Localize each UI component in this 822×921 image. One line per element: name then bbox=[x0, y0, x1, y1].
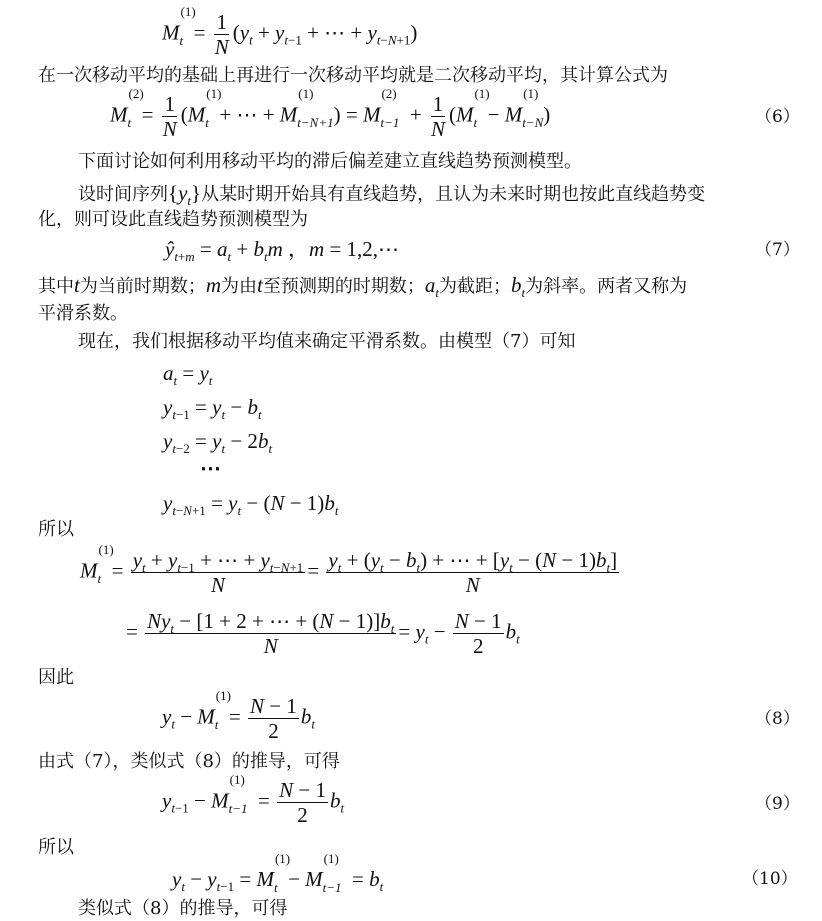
paragraph-line: 所以 bbox=[38, 837, 74, 858]
formula-y-t-n1: $y_{t-N+1} = y_t - (N - 1)b_t$ bbox=[163, 491, 339, 519]
fraction: $\frac{N - 1}{2}$ bbox=[250, 694, 297, 743]
formula-10: $y_t - y_{t-1} = M$ (1) t − M (1) $t-1 = b_t$ bbox=[172, 851, 384, 895]
paragraph-line: 在一次移动平均的基础上再进行一次移动平均就是二次移动平均，其计算公式为 bbox=[38, 65, 668, 86]
paragraph-line: 其中t为当前时期数；m为由t至预测期的时期数；$a_t$为截距；$b_t$为斜率。两者又称为 bbox=[38, 273, 688, 301]
equation-number-7: （7） bbox=[755, 240, 800, 260]
fraction: $\frac{1}{N}$ bbox=[430, 92, 445, 141]
fraction: $\frac{y_t + (y_t - b_t) + \cdots + [y_t - (N - 1)b_t]}{N}$ bbox=[328, 548, 618, 597]
paragraph-line: 化，则可设此直线趋势预测模型为 bbox=[38, 209, 308, 230]
formula-derivation-1: M (1) t = $\frac{y_t + y_{t-1} + \cdots + y_{t-N+1}}{N}$ = $\frac{y_t + (y_t - b_t) + \cdots + [y_t - (N - 1)b_t]}{N}$ bbox=[80, 542, 618, 597]
formula-m1-definition: M (1) t = $\frac{1}{N}$ ($y_t + y_{t-1}$ + ⋯ + $y_{t-N+1}$) bbox=[162, 4, 418, 59]
formula-y-t-2: $y_{t-2} = y_t - 2b_t$ bbox=[163, 429, 273, 457]
formula-7: $ŷ_{t+m} = a_t + b_tm$ ，m = 1,2,⋯ bbox=[165, 237, 400, 265]
text-segment: 为当前时期数； bbox=[79, 276, 206, 297]
fraction: $\frac{y_t + y_{t-1} + \cdots + y_{t-N+1}}{N}$ bbox=[132, 548, 304, 597]
formula-at: $a_t = y_t$ bbox=[163, 361, 213, 389]
formula-y-t-1: $y_{t-1} = y_t - b_t$ bbox=[163, 395, 262, 423]
fraction: $\frac{Ny_t - [1 + 2 + \cdots + (N - 1)]b_t}{N}$ bbox=[147, 609, 395, 658]
formula-dots: ⋯ bbox=[200, 456, 221, 480]
fraction: $\frac{1}{N}$ bbox=[214, 10, 229, 59]
fraction: $\frac{1}{N}$ bbox=[162, 92, 177, 141]
equation-number-9: （9） bbox=[755, 794, 800, 814]
equation-number-10: （10） bbox=[742, 869, 798, 889]
paragraph-line: 下面讨论如何利用移动平均的滞后偏差建立直线趋势预测模型。 bbox=[78, 151, 582, 172]
paragraph-line: 类似式（8）的推导，可得 bbox=[78, 898, 288, 919]
formula-derivation-2: = $\frac{Ny_t - [1 + 2 + \cdots + (N - 1)]b_t}{N}$ = $y_t$ − $\frac{N - 1}{2}$ $b_t$ bbox=[126, 609, 520, 658]
formula-9: $y_{t-1} - M$ (1) t−1 = $\frac{N - 1}{2}$ $b_t$ bbox=[162, 772, 345, 827]
paragraph-line: 所以 bbox=[38, 519, 74, 540]
paragraph-line: 因此 bbox=[38, 667, 74, 688]
text-segment: 为截距； bbox=[438, 276, 511, 297]
text-segment: 从某时期开始具有直线趋势，且认为未来时期也按此直线趋势变 bbox=[201, 184, 706, 205]
equation-number-6: （6） bbox=[755, 107, 800, 127]
text-segment: 为斜率。两者又称为 bbox=[525, 276, 688, 297]
paragraph-line: 现在，我们根据移动平均值来确定平滑系数。由模型（7）可知 bbox=[78, 331, 576, 352]
paragraph-line: 设时间序列$\{y_t\}$从某时期开始具有直线趋势，且认为未来时期也按此直线趋势变 bbox=[78, 181, 706, 209]
equation-number-8: （8） bbox=[755, 709, 800, 729]
fraction: $\frac{N - 1}{2}$ bbox=[279, 778, 326, 827]
fraction: $\frac{N - 1}{2}$ bbox=[454, 609, 502, 658]
text-segment: 其中 bbox=[38, 276, 74, 297]
formula-6: M (2) t = $\frac{1}{N}$ (M (1) t + ⋯ + M (1) t−N+1) = M (2) t−1 + $\frac{1}{N}$ (M (1) t − M (1) t−N) bbox=[110, 86, 551, 141]
text-segment: 至预测期的时期数； bbox=[262, 276, 425, 297]
formula-8: $y_t - M$ (1) t = $\frac{N - 1}{2}$ $b_t$ bbox=[162, 688, 315, 743]
text-segment: 设时间序列 bbox=[78, 184, 168, 205]
paragraph-line: 平滑系数。 bbox=[38, 303, 128, 324]
text-segment: 为由 bbox=[221, 276, 258, 297]
paragraph-line: 由式（7），类似式（8）的推导，可得 bbox=[38, 751, 340, 772]
